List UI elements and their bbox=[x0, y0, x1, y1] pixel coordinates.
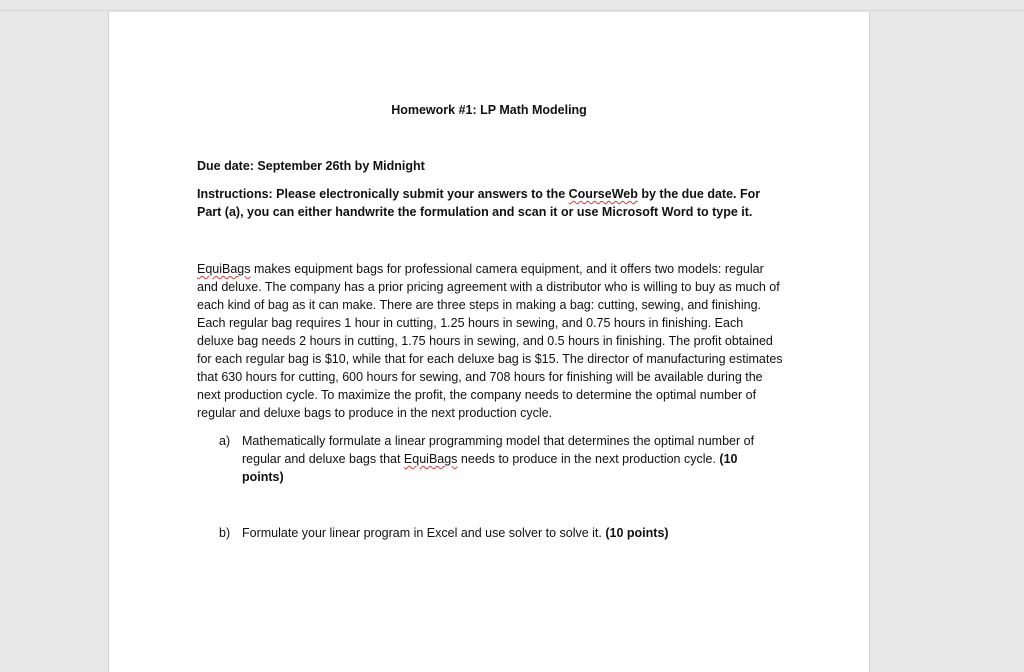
instructions bbox=[197, 185, 783, 221]
company-name-spelling-flag: EquiBags bbox=[197, 262, 251, 276]
question-b-points: (10 points) bbox=[605, 526, 669, 540]
due-date: Due date: September 26th by Midnight bbox=[197, 159, 425, 173]
instructions-text-end: by the due date. For Part (a), you can either handwrite the formulation and scan it or use Microsoft Word to type it. bbox=[197, 187, 761, 219]
question-b-marker: b) bbox=[219, 526, 231, 540]
problem-text: makes equipment bags for professional camera equipment, and it offers two models: regular and deluxe. The company has a prior pricing agreement with a distributor who is willing to buy as much of each kind of bag as it can make. There are three steps in making a bag: cutting, sewing, and finishing. Each regular bag requires 1 hour in cutting, 1.25 hours in sewing, and 0.75 hours in finishing. Each deluxe bag needs 2 hours in cutting, 1.75 hours in sewing, and 0.5 hours in finishing. The profit obtained for each regular bag is $10, while that for each deluxe bag is $15. The director of manufacturing estimates that 630 hours for cutting, 600 hours for sewing, and 708 hours for finishing will be available during the next production cycle. To maximize the profit, the company needs to determine the optimal number of regular and deluxe bags to produce in the next production cycle. bbox=[197, 262, 783, 420]
question-a-body bbox=[242, 432, 779, 486]
question-a-text-end: needs to produce in the next production cycle. bbox=[457, 452, 720, 466]
question-a-company-spelling-flag: EquiBags bbox=[403, 452, 458, 466]
toolbar-divider bbox=[0, 10, 1024, 11]
question-a-points: (10 points) bbox=[242, 452, 738, 484]
document-page[interactable] bbox=[108, 12, 870, 672]
document-title: Homework #1: LP Math Modeling bbox=[391, 103, 587, 117]
courseweb-spelling-flag: CourseWeb bbox=[568, 187, 638, 201]
question-a-text-start: Mathematically formulate a linear programming model that determines the optimal number of regular and deluxe bags that bbox=[242, 434, 755, 466]
question-b-text: Formulate your linear program in Excel and use solver to solve it. bbox=[242, 526, 606, 540]
problem-statement bbox=[197, 260, 783, 422]
question-a-marker: a) bbox=[219, 434, 231, 448]
question-b-body bbox=[242, 524, 779, 542]
instructions-text-start: Instructions: Please electronically submit your answers to the bbox=[197, 187, 569, 201]
